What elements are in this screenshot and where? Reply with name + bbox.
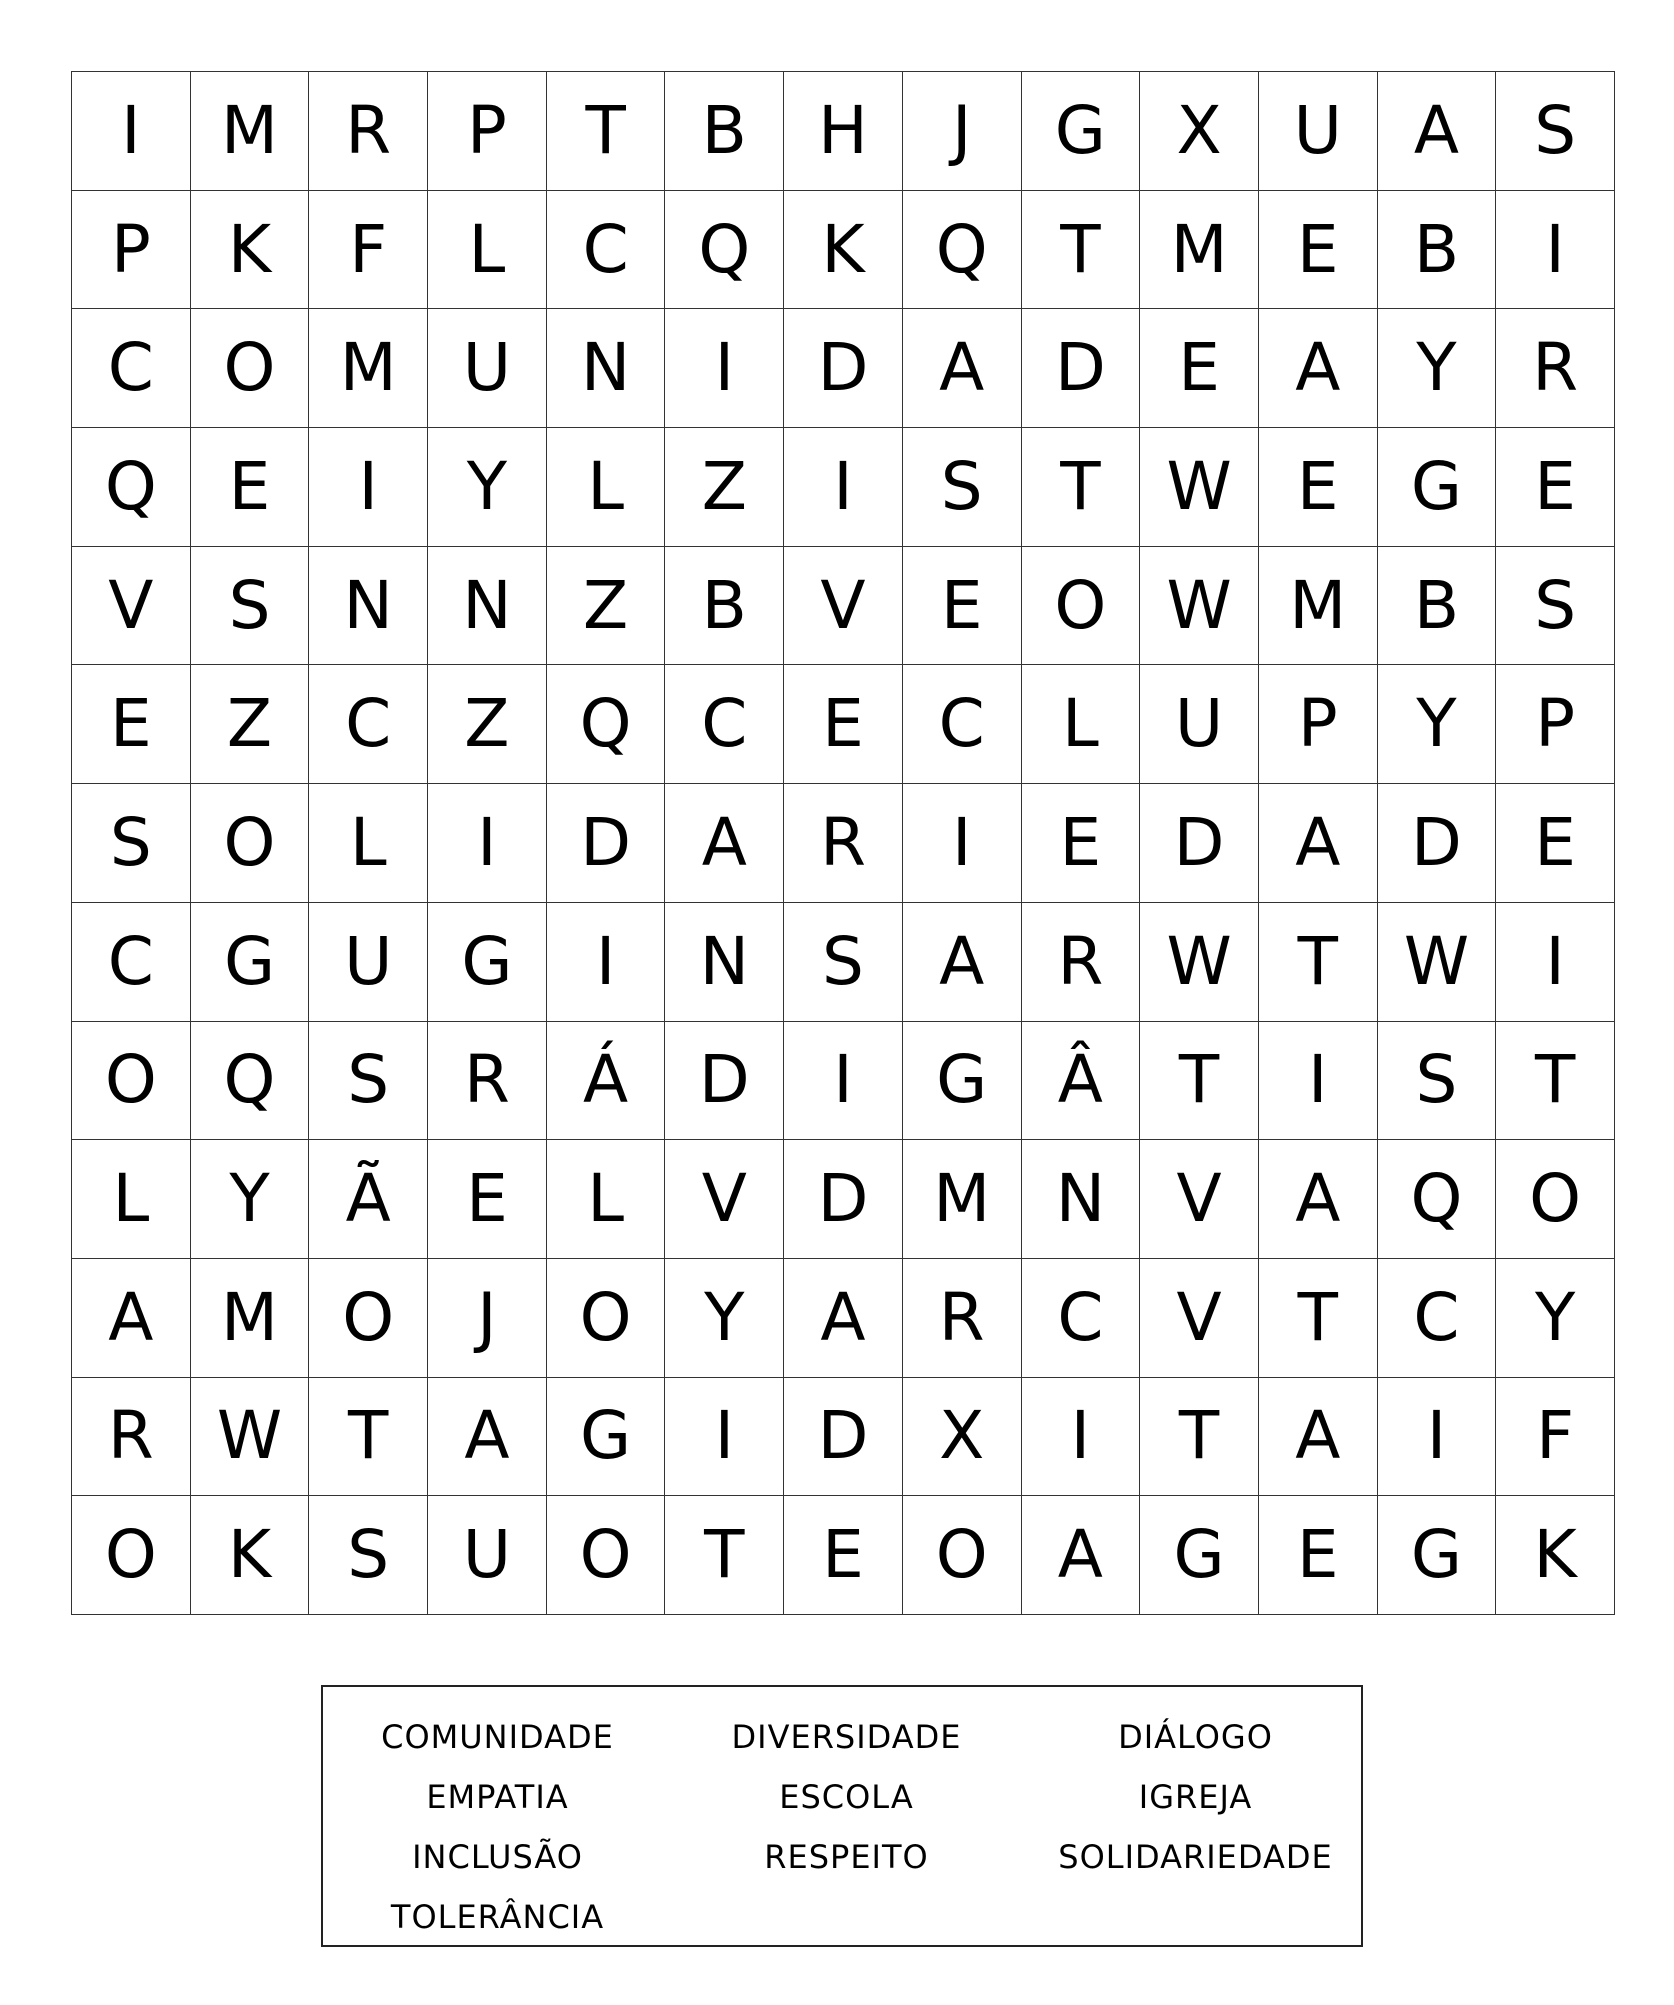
grid-cell[interactable]: E [428,1140,547,1259]
grid-cell[interactable]: W [1140,428,1259,547]
grid-cell[interactable]: T [1140,1022,1259,1141]
grid-cell[interactable]: B [1378,547,1497,666]
grid-cell[interactable]: Ã [309,1140,428,1259]
grid-cell[interactable]: E [784,665,903,784]
word-item: INCLUSÃO [412,1838,583,1876]
grid-cell[interactable]: T [665,1496,784,1615]
grid-cell[interactable]: Y [428,428,547,547]
grid-cell[interactable]: E [72,665,191,784]
grid-cell[interactable]: R [428,1022,547,1141]
word-item: SOLIDARIEDADE [1058,1838,1333,1876]
grid-cell[interactable]: S [784,903,903,1022]
word-item: DIÁLOGO [1118,1718,1273,1756]
grid-cell[interactable]: Á [547,1022,666,1141]
grid-cell[interactable]: A [1378,72,1497,191]
grid-cell[interactable]: P [1496,665,1615,784]
grid-cell[interactable]: I [309,428,428,547]
grid-cell[interactable]: P [1259,665,1378,784]
grid-cell[interactable]: Q [1378,1140,1497,1259]
grid-cell[interactable]: G [1378,1496,1497,1615]
grid-cell[interactable]: S [191,547,310,666]
word-item: ESCOLA [779,1778,914,1816]
word-list [323,1707,1361,1947]
grid-cell[interactable]: C [1378,1259,1497,1378]
grid-cell[interactable]: K [191,1496,310,1615]
grid-cell[interactable]: S [309,1496,428,1615]
grid-cell[interactable]: E [191,428,310,547]
grid-cell[interactable]: N [428,547,547,666]
grid-cell[interactable]: L [1022,665,1141,784]
grid-cell[interactable]: Z [428,665,547,784]
grid-cell[interactable]: C [903,665,1022,784]
grid-cell[interactable]: Q [547,665,666,784]
grid-cell[interactable]: T [1496,1022,1615,1141]
grid-cell[interactable]: Z [547,547,666,666]
grid-cell[interactable]: R [903,1259,1022,1378]
grid-cell[interactable]: Y [1378,665,1497,784]
grid-cell[interactable]: B [1378,191,1497,310]
word-item: DIVERSIDADE [731,1718,962,1756]
grid-cell[interactable]: V [72,547,191,666]
grid-cell[interactable]: I [1378,1378,1497,1497]
grid-cell[interactable]: G [428,903,547,1022]
grid-cell[interactable]: U [309,903,428,1022]
grid-cell[interactable]: L [428,191,547,310]
grid-cell[interactable]: T [1259,903,1378,1022]
grid-cell[interactable]: G [1140,1496,1259,1615]
word-item: COMUNIDADE [381,1718,614,1756]
grid-cell[interactable]: J [428,1259,547,1378]
grid-cell[interactable]: A [1259,784,1378,903]
grid-cell[interactable]: Y [1496,1259,1615,1378]
grid-cell[interactable]: O [72,1496,191,1615]
grid-cell[interactable]: T [309,1378,428,1497]
grid-cell[interactable]: O [547,1259,666,1378]
grid-cell[interactable]: A [1259,1378,1378,1497]
grid-cell[interactable]: O [191,784,310,903]
grid-cell[interactable]: D [784,1140,903,1259]
grid-cell[interactable]: P [428,72,547,191]
grid-cell[interactable]: E [1140,309,1259,428]
grid-cell[interactable]: R [784,784,903,903]
grid-cell[interactable]: L [72,1140,191,1259]
grid-cell[interactable]: X [903,1378,1022,1497]
grid-cell[interactable]: A [784,1259,903,1378]
grid-cell[interactable]: C [665,665,784,784]
grid-cell[interactable]: O [547,1496,666,1615]
grid-cell[interactable]: I [1496,191,1615,310]
grid-cell[interactable]: V [665,1140,784,1259]
grid-cell[interactable]: C [309,665,428,784]
grid-cell[interactable]: C [72,903,191,1022]
grid-cell[interactable]: E [1022,784,1141,903]
grid-cell[interactable]: Y [191,1140,310,1259]
grid-cell[interactable]: G [1022,72,1141,191]
grid-cell[interactable]: A [72,1259,191,1378]
grid-cell[interactable]: D [1022,309,1141,428]
grid-cell[interactable]: L [547,1140,666,1259]
grid-cell[interactable]: B [665,547,784,666]
grid-cell[interactable]: Q [191,1022,310,1141]
grid-cell[interactable]: O [191,309,310,428]
grid-cell[interactable]: A [428,1378,547,1497]
grid-cell[interactable]: S [1496,72,1615,191]
grid-cell[interactable]: G [1378,428,1497,547]
grid-cell[interactable]: I [784,428,903,547]
grid-cell[interactable]: Z [665,428,784,547]
grid-cell[interactable]: O [1022,547,1141,666]
grid-cell[interactable]: S [72,784,191,903]
grid-cell[interactable]: W [1140,547,1259,666]
word-item: TOLERÂNCIA [390,1898,605,1936]
grid-cell[interactable]: A [903,903,1022,1022]
grid-cell[interactable]: Q [903,191,1022,310]
grid-cell[interactable]: U [1259,72,1378,191]
grid-cell[interactable]: C [547,191,666,310]
grid-cell[interactable]: N [1022,1140,1141,1259]
grid-cell[interactable]: D [665,1022,784,1141]
grid-cell[interactable]: M [903,1140,1022,1259]
grid-cell[interactable]: G [547,1378,666,1497]
grid-cell[interactable]: M [1140,191,1259,310]
grid-cell[interactable]: S [309,1022,428,1141]
grid-cell[interactable]: C [1022,1259,1141,1378]
grid-cell[interactable]: Z [191,665,310,784]
word-item: IGREJA [1138,1778,1253,1816]
grid-cell[interactable]: R [1496,309,1615,428]
word-item: EMPATIA [426,1778,569,1816]
grid-cell[interactable]: M [309,309,428,428]
grid-cell[interactable]: I [1496,903,1615,1022]
grid-cell[interactable]: F [309,191,428,310]
grid-cell[interactable]: Y [665,1259,784,1378]
grid-cell[interactable]: Â [1022,1022,1141,1141]
grid-cell[interactable]: G [191,903,310,1022]
grid-cell[interactable]: A [1022,1496,1141,1615]
grid-cell[interactable]: U [1140,665,1259,784]
grid-cell[interactable]: I [72,72,191,191]
grid-cell[interactable]: D [1140,784,1259,903]
grid-cell[interactable]: L [547,428,666,547]
grid-cell[interactable]: O [1496,1140,1615,1259]
grid-cell[interactable]: U [428,309,547,428]
grid-cell[interactable]: Q [72,428,191,547]
grid-cell[interactable]: D [784,1378,903,1497]
grid-cell[interactable]: C [72,309,191,428]
grid-cell[interactable]: E [1259,191,1378,310]
grid-cell[interactable]: H [784,72,903,191]
grid-cell[interactable]: D [547,784,666,903]
grid-cell[interactable]: L [309,784,428,903]
grid-cell[interactable]: N [547,309,666,428]
grid-cell[interactable]: K [191,191,310,310]
word-item: RESPEITO [764,1838,929,1876]
grid-cell[interactable]: X [1140,72,1259,191]
grid-cell[interactable]: I [547,903,666,1022]
grid-cell[interactable]: I [665,309,784,428]
grid-cell[interactable]: I [665,1378,784,1497]
grid-cell[interactable]: E [1496,428,1615,547]
grid-cell[interactable]: T [1259,1259,1378,1378]
grid-cell[interactable]: T [1022,191,1141,310]
grid-cell[interactable]: P [72,191,191,310]
grid-cell[interactable]: I [428,784,547,903]
grid-cell[interactable]: R [1022,903,1141,1022]
grid-cell[interactable]: O [903,1496,1022,1615]
grid-cell[interactable]: W [1140,903,1259,1022]
grid-cell[interactable]: S [1496,547,1615,666]
grid-cell[interactable]: V [1140,1140,1259,1259]
grid-cell[interactable]: Y [1378,309,1497,428]
grid-cell[interactable]: A [665,784,784,903]
grid-cell[interactable]: S [903,428,1022,547]
grid-cell[interactable]: I [1259,1022,1378,1141]
grid-cell[interactable]: R [72,1378,191,1497]
grid-cell[interactable]: W [191,1378,310,1497]
grid-cell[interactable]: E [784,1496,903,1615]
grid-cell[interactable]: V [784,547,903,666]
grid-cell[interactable]: D [784,309,903,428]
grid-cell[interactable]: A [903,309,1022,428]
grid-cell[interactable]: M [1259,547,1378,666]
grid-cell[interactable]: B [665,72,784,191]
grid-cell[interactable]: K [784,191,903,310]
word-list-box [321,1685,1363,1947]
grid-cell[interactable]: E [903,547,1022,666]
grid-cell[interactable]: V [1140,1259,1259,1378]
grid-cell[interactable]: W [1378,903,1497,1022]
grid-cell[interactable]: T [547,72,666,191]
grid-cell[interactable]: E [1259,428,1378,547]
grid-cell[interactable]: I [903,784,1022,903]
grid-cell[interactable]: D [1378,784,1497,903]
grid-cell[interactable]: F [1496,1378,1615,1497]
grid-cell[interactable]: I [1022,1378,1141,1497]
grid-cell[interactable]: N [665,903,784,1022]
word-search-grid [71,71,1615,1615]
grid-cell[interactable]: M [191,1259,310,1378]
grid-cell[interactable]: R [309,72,428,191]
grid-cell[interactable]: O [72,1022,191,1141]
grid-cell[interactable]: I [784,1022,903,1141]
grid-cell[interactable]: G [903,1022,1022,1141]
grid-cell[interactable]: E [1496,784,1615,903]
grid-cell[interactable]: T [1022,428,1141,547]
grid-cell[interactable]: A [1259,309,1378,428]
grid-cell[interactable]: T [1140,1378,1259,1497]
grid-cell[interactable]: S [1378,1022,1497,1141]
grid-cell[interactable]: N [309,547,428,666]
grid-cell[interactable]: J [903,72,1022,191]
grid-cell[interactable]: M [191,72,310,191]
grid-cell[interactable]: A [1259,1140,1378,1259]
grid-cell[interactable]: E [1259,1496,1378,1615]
grid-cell[interactable]: O [309,1259,428,1378]
grid-cell[interactable]: Q [665,191,784,310]
grid-cell[interactable]: U [428,1496,547,1615]
grid-cell[interactable]: K [1496,1496,1615,1615]
